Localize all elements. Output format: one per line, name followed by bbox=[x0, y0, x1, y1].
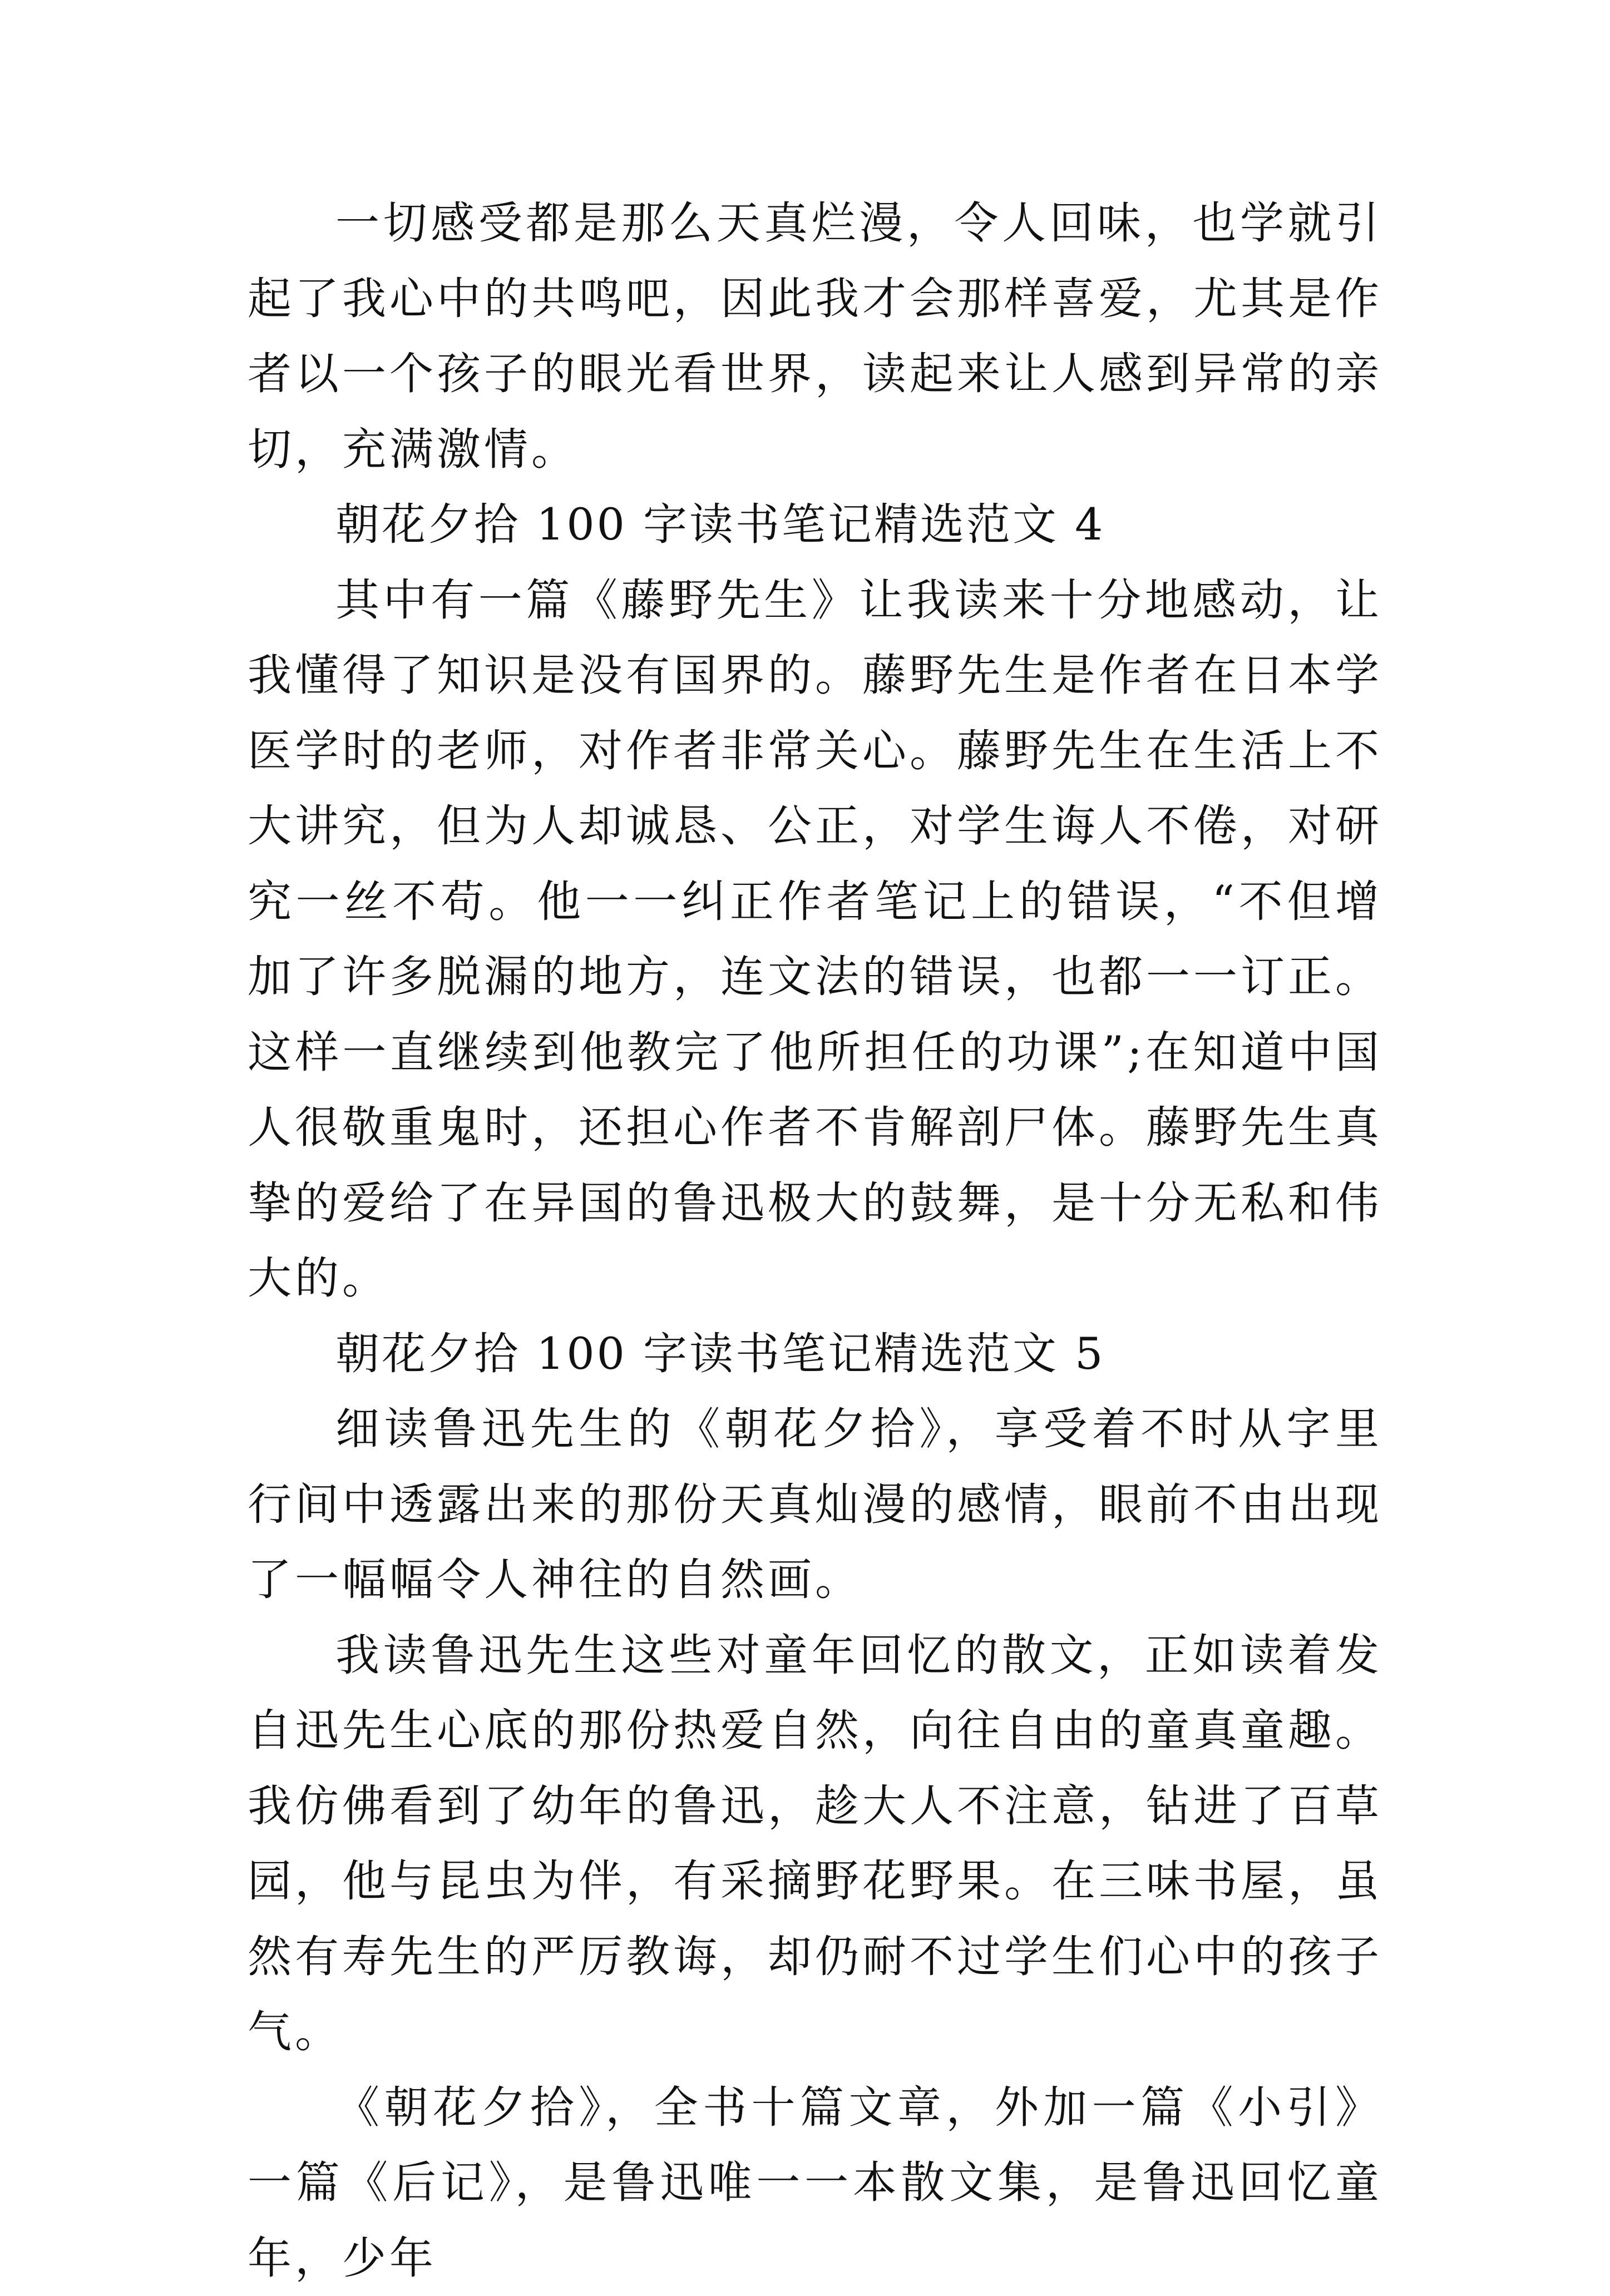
document-body bbox=[248, 186, 1382, 2296]
paragraph-continuation: 一切感受都是那么天真烂漫，令人回味，也学就引起了我心中的共鸣吧，因此我才会那样喜爱，尤其是作者以一个孩子的眼光看世界，读起来让人感到异常的亲切，充满激情。 bbox=[248, 186, 1382, 487]
paragraph-book-summary: 《朝花夕拾》，全书十篇文章，外加一篇《小引》一篇《后记》，是鲁迅唯一一本散文集，是鲁迅回忆童年，少年 bbox=[248, 2070, 1382, 2296]
section-heading-essay-5: 朝花夕拾 100 字读书笔记精选范文 5 bbox=[248, 1317, 1382, 1392]
section-heading-essay-4: 朝花夕拾 100 字读书笔记精选范文 4 bbox=[248, 487, 1382, 563]
paragraph-fujino-sensei: 其中有一篇《藤野先生》让我读来十分地感动，让我懂得了知识是没有国界的。藤野先生是作者在日本学医学时的老师，对作者非常关心。藤野先生在生活上不大讲究，但为人却诚恳、公正，对学生诲人不倦，对研究一丝不苟。他一一纠正作者笔记上的错误，“不但增加了许多脱漏的地方，连文法的错误，也都一一订正。这样一直继续到他教完了他所担任的功课”;在知道中国人很敬重鬼时，还担心作者不肯解剖尸体。藤野先生真挚的爱给了在异国的鲁迅极大的鼓舞，是十分无私和伟大的。 bbox=[248, 563, 1382, 1317]
paragraph-childhood-memories: 我读鲁迅先生这些对童年回忆的散文，正如读着发自迅先生心底的那份热爱自然，向往自由的童真童趣。我仿佛看到了幼年的鲁迅，趁大人不注意，钻进了百草园，他与昆虫为伴，有采摘野花野果。在三味书屋，虽然有寿先生的严厉教诲，却仍耐不过学生们心中的孩子气。 bbox=[248, 1618, 1382, 2070]
paragraph-reading-intro: 细读鲁迅先生的《朝花夕拾》，享受着不时从字里行间中透露出来的那份天真灿漫的感情，眼前不由出现了一幅幅令人神往的自然画。 bbox=[248, 1392, 1382, 1618]
